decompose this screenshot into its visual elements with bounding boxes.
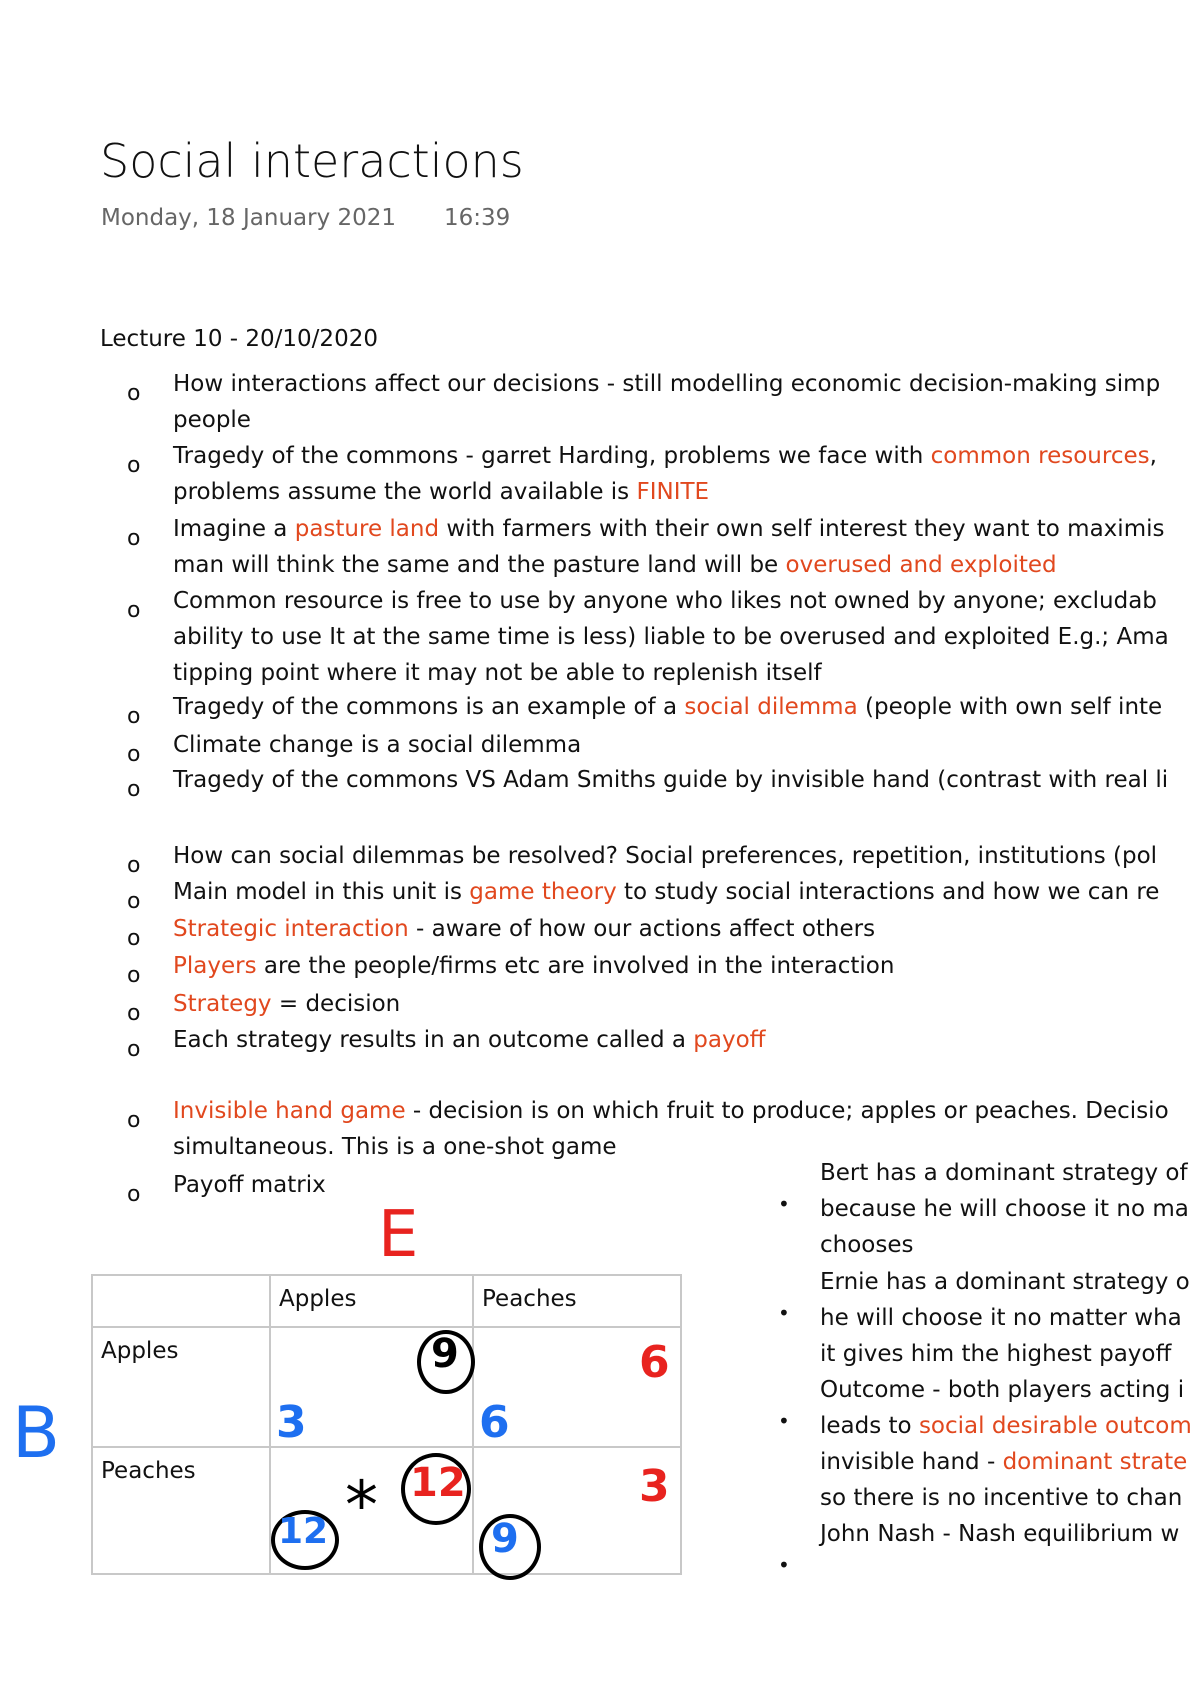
page-title: Social interactions xyxy=(100,134,524,188)
note-highlight-text: social dilemma xyxy=(684,694,858,720)
note-line xyxy=(173,516,1164,542)
note-line xyxy=(173,732,581,758)
note-highlight-text: Players xyxy=(173,953,257,979)
note-line xyxy=(173,588,1157,614)
matrix-col-header xyxy=(270,1275,473,1327)
note-bullet-icon: o xyxy=(127,777,141,802)
note-text: are the people/firms etc are involved in the interaction xyxy=(256,953,895,979)
note-line xyxy=(173,694,1162,720)
note-text: Climate change is a social dilemma xyxy=(173,732,582,758)
note-text: ability to use It at the same time is less) liable to be overused and exploited E.g.; Ama xyxy=(173,624,1169,650)
note-line xyxy=(173,479,709,505)
note-line xyxy=(173,953,894,979)
note-highlight-text: Strategic interaction xyxy=(173,916,409,942)
note-text: - aware of how our actions affect others xyxy=(408,916,876,942)
note-text: (people with own self inte xyxy=(857,694,1163,720)
right-note-line xyxy=(820,1160,1188,1186)
note-bullet-icon: o xyxy=(127,963,141,988)
note-bullet-icon: o xyxy=(127,889,141,914)
note-text: problems assume the world available is xyxy=(173,479,637,505)
right-note-line xyxy=(820,1485,1182,1511)
note-text: to study social interactions and how we can re xyxy=(616,879,1160,905)
right-note-line xyxy=(820,1413,1192,1439)
note-text: people xyxy=(173,407,251,433)
note-text: Common resource is free to use by anyone who likes not owned by anyone; excludab xyxy=(173,588,1157,614)
right-note-bullet-icon: • xyxy=(778,1553,790,1577)
matrix-col-label: Peaches xyxy=(482,1286,577,1312)
note-line xyxy=(173,1098,1169,1124)
right-note-text: he will choose it no matter wha xyxy=(820,1305,1182,1331)
matrix-row xyxy=(92,1327,681,1447)
note-line xyxy=(173,1027,766,1053)
matrix-row-label: Apples xyxy=(101,1338,179,1364)
note-bullet-icon: o xyxy=(127,1182,141,1207)
right-note-text: chooses xyxy=(820,1232,914,1258)
note-bullet-icon: o xyxy=(127,926,141,951)
right-note-line xyxy=(820,1341,1171,1367)
right-note-line xyxy=(820,1269,1190,1295)
matrix-row-header xyxy=(92,1447,270,1574)
lecture-heading: Lecture 10 - 20/10/2020 xyxy=(100,326,378,352)
note-bullet-icon: o xyxy=(127,598,141,623)
note-line xyxy=(173,443,1157,469)
note-line xyxy=(173,552,1057,578)
note-highlight-text: pasture land xyxy=(294,516,440,542)
right-note-bullet-icon: • xyxy=(778,1409,790,1433)
matrix-header-row xyxy=(92,1275,681,1327)
note-line xyxy=(173,843,1157,869)
right-note-text: because he will choose it no ma xyxy=(820,1196,1189,1222)
matrix-row-header xyxy=(92,1327,270,1447)
right-note-line xyxy=(820,1449,1187,1475)
matrix-corner-cell xyxy=(92,1275,270,1327)
note-bullet-icon: o xyxy=(127,704,141,729)
note-text: Tragedy of the commons is an example of a xyxy=(173,694,685,720)
right-note-line xyxy=(820,1377,1184,1403)
note-text: Each strategy results in an outcome called a xyxy=(173,1027,694,1053)
note-text: How can social dilemmas be resolved? Social preferences, repetition, institutions (pol xyxy=(173,843,1158,869)
payoff-ap-ernie: 6 xyxy=(639,1337,670,1388)
payoff-pp-ernie: 3 xyxy=(639,1461,670,1512)
ernie-label: E xyxy=(378,1198,419,1272)
note-text: How interactions affect our decisions - still modelling economic decision-making simp xyxy=(173,371,1161,397)
right-note-text: Ernie has a dominant strategy o xyxy=(820,1269,1190,1295)
note-text: - decision is on which fruit to produce; apples or peaches. Decisio xyxy=(405,1098,1169,1124)
note-text: man will think the same and the pasture land will be xyxy=(173,552,786,578)
right-note-line xyxy=(820,1521,1179,1547)
note-text: Imagine a xyxy=(173,516,295,542)
payoff-aa-bert: 3 xyxy=(276,1397,307,1448)
note-highlight-text: payoff xyxy=(693,1027,766,1053)
note-text: simultaneous. This is a one-shot game xyxy=(173,1134,617,1160)
note-bullet-icon: o xyxy=(127,853,141,878)
note-line xyxy=(173,407,251,433)
right-note-text: so there is no incentive to chan xyxy=(820,1485,1183,1511)
right-note-text: it gives him the highest payoff xyxy=(820,1341,1172,1367)
note-line xyxy=(173,879,1159,905)
note-text: = decision xyxy=(271,991,401,1017)
page-date: Monday, 18 January 2021 xyxy=(101,205,397,231)
note-line xyxy=(173,991,400,1017)
matrix-col-label: Apples xyxy=(279,1286,357,1312)
note-bullet-icon: o xyxy=(127,1001,141,1026)
right-note-text: John Nash - Nash equilibrium w xyxy=(820,1521,1180,1547)
payoff-aa-ernie: 9 xyxy=(431,1331,459,1377)
note-text: Payoff matrix xyxy=(173,1172,326,1198)
note-bullet-icon: o xyxy=(127,1037,141,1062)
right-note-highlight-text: dominant strate xyxy=(1002,1449,1188,1475)
payoff-pa-ernie: 12 xyxy=(410,1460,466,1506)
right-note-text: invisible hand - xyxy=(820,1449,1003,1475)
page-time: 16:39 xyxy=(444,205,511,231)
note-highlight-text: common resources xyxy=(930,443,1150,469)
note-highlight-text: game theory xyxy=(469,879,617,905)
note-highlight-text: Invisible hand game xyxy=(173,1098,406,1124)
payoff-ap-bert: 6 xyxy=(479,1397,510,1448)
note-bullet-icon: o xyxy=(127,381,141,406)
matrix-col-header xyxy=(473,1275,681,1327)
note-line xyxy=(173,916,875,942)
note-text: tipping point where it may not be able to replenish itself xyxy=(173,660,822,686)
note-bullet-icon: o xyxy=(127,526,141,551)
payoff-pa-bert: 12 xyxy=(278,1511,329,1552)
right-note-bullet-icon: • xyxy=(778,1301,790,1325)
note-bullet-icon: o xyxy=(127,742,141,767)
note-line xyxy=(173,660,822,686)
note-line xyxy=(173,371,1160,397)
matrix-row xyxy=(92,1447,681,1574)
note-line xyxy=(173,624,1169,650)
note-bullet-icon: o xyxy=(127,453,141,478)
right-note-line xyxy=(820,1232,913,1258)
note-line xyxy=(173,1134,617,1160)
note-highlight-text: overused and exploited xyxy=(785,552,1057,578)
note-bullet-icon: o xyxy=(127,1108,141,1133)
matrix-row-label: Peaches xyxy=(101,1458,196,1484)
bert-label: B xyxy=(12,1392,61,1474)
right-note-line xyxy=(820,1196,1189,1222)
note-line xyxy=(173,1172,326,1198)
note-highlight-text: FINITE xyxy=(636,479,710,505)
right-note-line xyxy=(820,1305,1182,1331)
right-note-text: Outcome - both players acting i xyxy=(820,1377,1185,1403)
note-text: Main model in this unit is xyxy=(173,879,470,905)
right-note-highlight-text: social desirable outcom xyxy=(918,1413,1192,1439)
right-note-bullet-icon: • xyxy=(778,1192,790,1216)
note-text: with farmers with their own self interest they want to maximis xyxy=(439,516,1165,542)
note-highlight-text: Strategy xyxy=(173,991,272,1017)
right-note-text: Bert has a dominant strategy of xyxy=(820,1160,1188,1186)
nash-star-mark: * xyxy=(345,1467,378,1544)
note-text: Tragedy of the commons - garret Harding, problems we face with xyxy=(173,443,931,469)
note-text: , xyxy=(1149,443,1157,469)
note-line xyxy=(173,767,1168,793)
right-note-text: leads to xyxy=(820,1413,919,1439)
note-text: Tragedy of the commons VS Adam Smiths guide by invisible hand (contrast with real li xyxy=(173,767,1169,793)
payoff-pp-bert: 9 xyxy=(491,1516,519,1562)
payoff-matrix xyxy=(91,1274,682,1575)
